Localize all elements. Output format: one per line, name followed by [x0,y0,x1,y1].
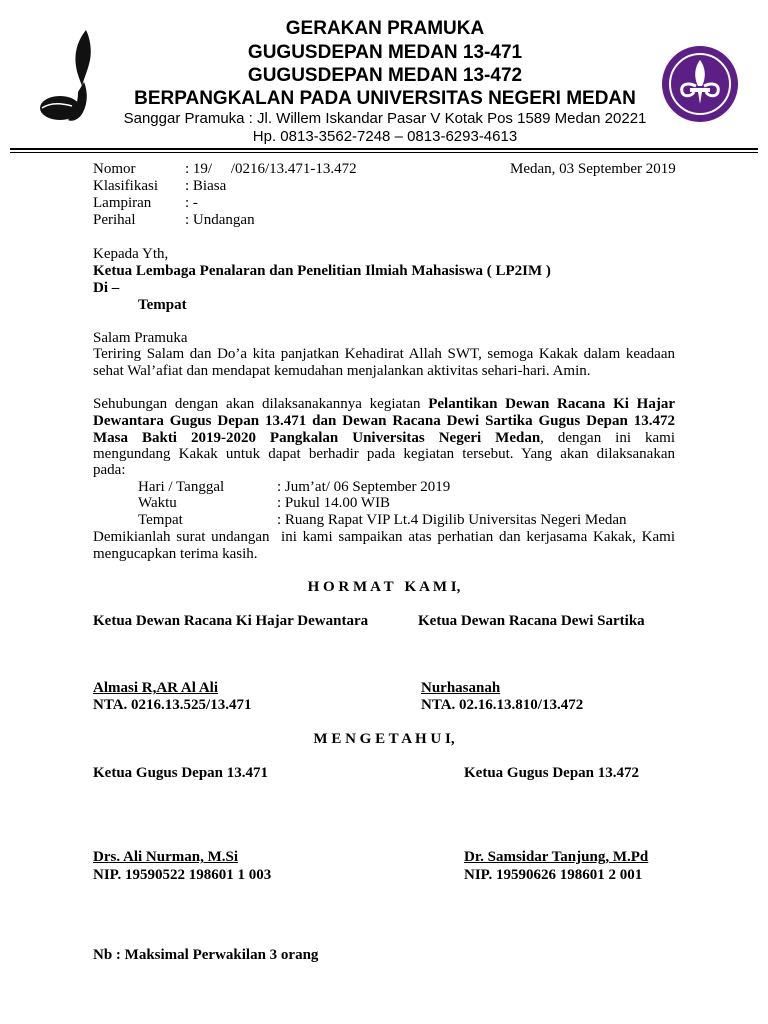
event-name-part3: Masa Bakti 2019-2020 Pangkalan Universitas Negeri Medan [93,430,541,446]
schedule-day-label: Hari / Tanggal [138,479,225,495]
header-rule-thick [10,148,758,150]
mengetahui: M E N G E T A H U I, [313,731,455,747]
schedule-place-value: : Ruang Rapat VIP Lt.4 Digilib Universitas Negeri Medan [277,512,627,528]
di: Di – [93,280,120,296]
signer-left-id: NTA. 0216.13.525/13.471 [93,697,252,713]
footnote: Nb : Maksimal Perwakilan 3 orang [93,947,319,963]
kepada-yth: Kepada Yth, [93,246,169,262]
approver-left-title: Ketua Gugus Depan 13.471 [93,765,269,781]
para2-line4: mengundang Kakak untuk dapat berhadir pada kegiatan tersebut. Yang akan dilaksanakan [93,446,675,462]
hormat-kami: H O R M A T K A M I, [307,579,461,595]
approver-left-name: Drs. Ali Nurman, M.Si [93,849,239,865]
header-rule-thin [10,152,758,153]
signer-right-name: Nurhasanah [421,680,501,696]
para2-line3-text: , dengan ini kami [540,430,675,446]
klasifikasi-label: Klasifikasi [93,178,158,194]
greeting: Salam Pramuka [93,330,188,346]
closing-line2: mengucapkan terima kasih. [93,546,258,562]
approver-right-id: NIP. 19590626 198601 2 001 [464,867,643,883]
nomor-label: Nomor [93,161,136,177]
para2-line3 [93,430,675,447]
tempat: Tempat [138,297,187,313]
signer-right-title: Ketua Dewan Racana Dewi Sartika [418,613,645,629]
org-name: GERAKAN PRAMUKA [285,18,485,39]
approver-left-id: NIP. 19590522 198601 1 003 [93,867,272,883]
address: Sanggar Pramuka : Jl. Willem Iskandar Pasar V Kotak Pos 1589 Medan 20221 [123,110,647,127]
signer-right-id: NTA. 02.16.13.810/13.472 [421,697,584,713]
unit-name-1: GUGUSDEPAN MEDAN 13-471 [247,42,523,63]
schedule-place-label: Tempat [138,512,183,528]
schedule-time-label: Waktu [138,495,177,511]
perihal-label: Perihal [93,212,136,228]
recipient: Ketua Lembaga Penalaran dan Penelitian Ilmiah Mahasiswa ( LP2IM ) [93,263,551,279]
base-name: BERPANGKALAN PADA UNIVERSITAS NEGERI MEDAN [134,88,636,109]
para2-line5: pada: [93,462,126,478]
klasifikasi-value: : Biasa [185,178,227,194]
signer-left-title: Ketua Dewan Racana Ki Hajar Dewantara [93,613,369,629]
para1-line1: Teriring Salam dan Do’a kita panjatkan Kehadirat Allah SWT, semoga Kakak dalam keadaan [93,346,675,362]
nomor-value: : 19/ /0216/13.471-13.472 [185,161,357,177]
event-name-part2: Dewantara Gugus Depan 13.471 dan Dewan Racana Dewi Sartika Gugus Depan 13.472 [93,413,675,429]
lampiran-value: : - [185,195,198,211]
phone: Hp. 0813-3562-7248 – 0813-6293-4613 [252,128,518,145]
lampiran-label: Lampiran [93,195,152,211]
approver-right-name: Dr. Samsidar Tanjung, M.Pd [464,849,649,865]
schedule-time-value: : Pukul 14.00 WIB [277,495,391,511]
para2-line1-text: Sehubungan dengan akan dilaksanakannya kegiatan [93,396,429,412]
approver-right-title: Ketua Gugus Depan 13.472 [464,765,640,781]
para1-line2: sehat Wal’afiat dan mendapat kemudahan menjalankan aktivitas sehari-hari. Amin. [93,363,591,379]
closing-line1: Demikianlah surat undangan ini kami sampaikan atas perhatian dan kerjasama Kakak, Kami [93,529,675,545]
para2-line1 [93,396,675,413]
event-name-part1: Pelantikan Dewan Racana Ki Hajar [428,396,675,412]
perihal-value: : Undangan [185,212,255,228]
letter-date: Medan, 03 September 2019 [510,161,676,177]
schedule-day-value: : Jum’at/ 06 September 2019 [277,479,451,495]
unit-name-2: GUGUSDEPAN MEDAN 13-472 [247,65,523,86]
signer-left-name: Almasi R,AR Al Ali [93,680,219,696]
